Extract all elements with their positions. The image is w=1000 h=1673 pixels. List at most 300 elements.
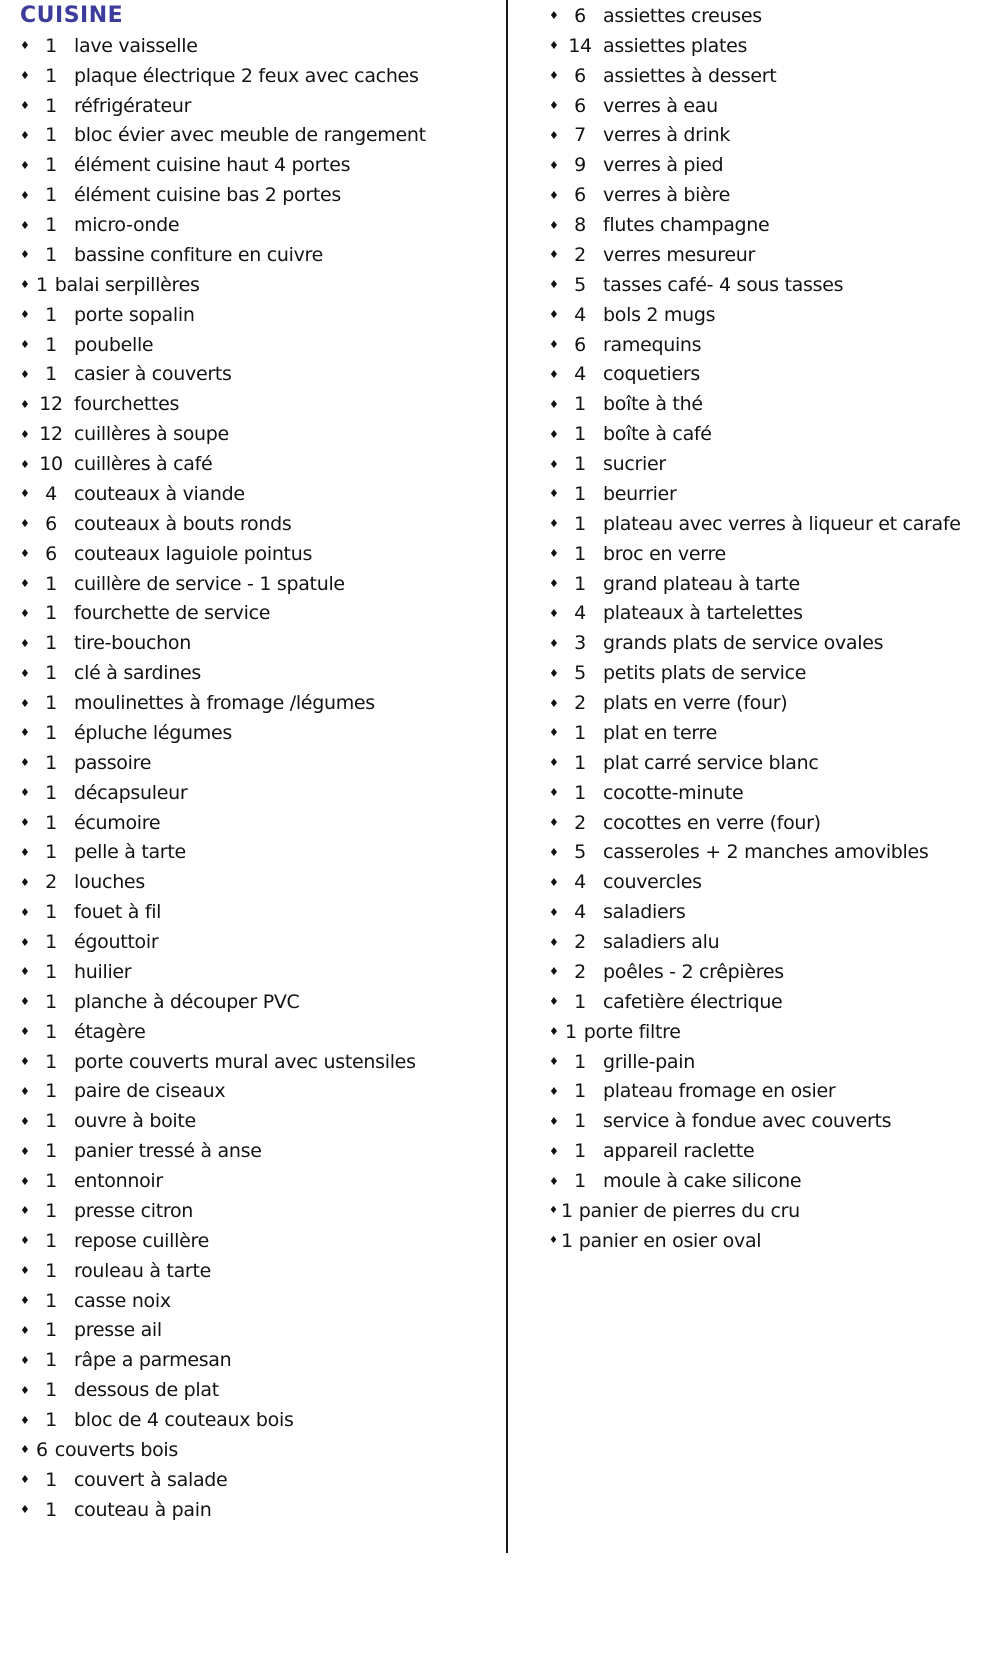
list-item [549,897,961,927]
item-quantity: 1 [574,453,586,476]
list-item [20,897,426,927]
item-quantity: 4 [574,901,586,924]
diamond-bullet-icon: ♦ [20,905,30,919]
item-label: ramequins [603,333,702,356]
item-quantity: 2 [574,811,586,834]
list-item [549,539,961,569]
item-label: cocotte-minute [603,781,744,804]
diamond-bullet-icon: ♦ [549,308,559,322]
diamond-bullet-icon: ♦ [549,367,559,381]
diamond-bullet-icon: ♦ [20,965,30,979]
item-quantity: 1 [574,393,586,416]
diamond-bullet-icon: ♦ [20,726,30,740]
list-item [549,1077,961,1107]
item-label: passoire [74,751,152,774]
diamond-bullet-icon: ♦ [20,845,30,859]
item-quantity: 6 [574,333,586,356]
diamond-bullet-icon: ♦ [20,1055,30,1069]
item-label: cafetière électrique [603,990,783,1013]
item-quantity: 1 [45,1409,57,1432]
item-label: plat carré service blanc [603,751,819,774]
item-quantity: 3 [574,632,586,655]
item-quantity: 1 [45,1349,57,1372]
diamond-bullet-icon: ♦ [20,1025,30,1039]
item-label: bols 2 mugs [603,303,716,326]
item-quantity: 1 [45,1110,57,1133]
item-quantity: 1 [45,243,57,266]
item-quantity: 1 [36,273,48,296]
diamond-bullet-icon: ♦ [20,1084,30,1098]
item-quantity: 1 [574,572,586,595]
item-quantity: 12 [39,393,63,416]
list-item [20,1495,426,1525]
diamond-bullet-icon: ♦ [20,1323,30,1337]
item-quantity: 1 [45,303,57,326]
left-column [20,1,426,1525]
item-quantity: 9 [574,154,586,177]
item-label: fourchette de service [74,602,271,625]
diamond-bullet-icon: ♦ [20,1503,30,1517]
item-label: assiettes creuses [603,4,762,27]
item-label: verres à drink [603,124,731,147]
diamond-bullet-icon: ♦ [549,397,559,411]
list-item [549,628,961,658]
list-item [20,389,426,419]
item-label: verres à eau [603,94,718,117]
item-quantity: 1 [45,184,57,207]
diamond-bullet-icon: ♦ [20,577,30,591]
item-quantity: 1 [45,662,57,685]
item-label: boîte à thé [603,393,703,416]
item-label: cuillère de service - 1 spatule [74,572,345,595]
item-quantity: 1 [45,1080,57,1103]
list-item [549,91,961,121]
list-item [549,569,961,599]
item-label: flutes champagne [603,214,770,237]
diamond-bullet-icon: ♦ [549,338,559,352]
item-label: dessous de plat [74,1379,219,1402]
item-label: décapsuleur [74,781,188,804]
list-item [549,121,961,151]
item-label: beurrier [603,482,677,505]
list-item [549,599,961,629]
diamond-bullet-icon: ♦ [20,875,30,889]
item-label: épluche légumes [74,721,232,744]
item-quantity: 7 [574,124,586,147]
diamond-bullet-icon: ♦ [20,1383,30,1397]
diamond-bullet-icon: ♦ [549,845,559,859]
diamond-bullet-icon: ♦ [20,756,30,770]
list-item [20,838,426,868]
item-label: poubelle [74,333,154,356]
list-item [549,270,961,300]
item-label: sucrier [603,453,666,476]
list-item [549,927,961,957]
diamond-bullet-icon: ♦ [20,397,30,411]
item-quantity: 1 [45,1050,57,1073]
diamond-bullet-icon: ♦ [549,158,559,172]
item-label: couteaux à viande [74,482,245,505]
list-item [20,957,426,987]
item-quantity: 1 [45,333,57,356]
item-label: tire-bouchon [74,632,191,655]
diamond-bullet-icon: ♦ [20,188,30,202]
item-label: presse citron [74,1199,194,1222]
item-label: grand plateau à tarte [603,572,800,595]
diamond-bullet-icon: ♦ [20,69,30,83]
item-label: porte couverts mural avec ustensiles [74,1050,416,1073]
item-label: pelle à tarte [74,841,186,864]
diamond-bullet-icon: ♦ [549,1204,558,1216]
item-label: casier à couverts [74,363,232,386]
item-label: rouleau à tarte [74,1259,211,1282]
item-quantity: 6 [45,542,57,565]
item-label: plat en terre [603,721,718,744]
diamond-bullet-icon: ♦ [20,1264,30,1278]
item-quantity: 1 [574,781,586,804]
diamond-bullet-icon: ♦ [20,1294,30,1308]
list-item [549,1017,961,1047]
diamond-bullet-icon: ♦ [20,1114,30,1128]
diamond-bullet-icon: ♦ [549,248,559,262]
list-item [549,1196,961,1226]
item-label: balai serpillères [54,273,200,296]
diamond-bullet-icon: ♦ [20,1353,30,1367]
item-quantity: 10 [39,453,63,476]
item-label: tasses café- 4 sous tasses [603,273,844,296]
diamond-bullet-icon: ♦ [20,1443,30,1457]
list-item [549,808,961,838]
item-quantity: 5 [574,662,586,685]
list-item [20,927,426,957]
list-item [20,1435,426,1465]
diamond-bullet-icon: ♦ [549,965,559,979]
list-item [549,867,961,897]
item-quantity: 1 [574,1080,586,1103]
item-label: boîte à café [603,423,712,446]
diamond-bullet-icon: ♦ [549,9,559,23]
list-item [20,1106,426,1136]
column-divider [506,0,508,1553]
list-item [20,1375,426,1405]
diamond-bullet-icon: ♦ [549,606,559,620]
diamond-bullet-icon: ♦ [549,577,559,591]
list-item [20,748,426,778]
item-quantity: 1 [45,572,57,595]
item-label: réfrigérateur [74,94,192,117]
item-label: couteau à pain [74,1498,212,1521]
diamond-bullet-icon: ♦ [549,726,559,740]
list-item [549,509,961,539]
list-item [549,479,961,509]
item-quantity: 1 [45,94,57,117]
item-label: plats en verre (four) [603,692,788,715]
list-item [549,1,961,31]
list-item [549,1106,961,1136]
diamond-bullet-icon: ♦ [549,995,559,1009]
item-quantity: 1 [45,1319,57,1342]
item-label: assiettes à dessert [603,64,777,87]
list-item [549,449,961,479]
list-item [20,778,426,808]
diamond-bullet-icon: ♦ [20,158,30,172]
diamond-bullet-icon: ♦ [549,666,559,680]
item-label: verres mesureur [603,243,756,266]
item-label: couvert à salade [74,1468,228,1491]
diamond-bullet-icon: ♦ [549,935,559,949]
right-column [549,1,961,1256]
list-item [20,210,426,240]
item-quantity: 1 [45,1020,57,1043]
item-label: lave vaisselle [74,34,198,57]
item-label: couteaux à bouts ronds [74,512,292,535]
item-label: petits plats de service [603,662,807,685]
item-quantity: 1 [45,1140,57,1163]
item-quantity: 1 [561,1199,573,1222]
list-item [20,1136,426,1166]
item-quantity: 1 [561,1229,573,1252]
item-quantity: 1 [574,751,586,774]
item-quantity: 1 [45,363,57,386]
item-quantity: 1 [45,1379,57,1402]
item-quantity: 1 [45,781,57,804]
item-label: cocottes en verre (four) [603,811,821,834]
list-item [20,688,426,718]
list-item [549,658,961,688]
item-label: louches [74,871,145,894]
item-label: panier en osier oval [578,1229,762,1252]
diamond-bullet-icon: ♦ [20,367,30,381]
item-quantity: 1 [45,34,57,57]
item-quantity: 1 [45,1498,57,1521]
list-item [20,150,426,180]
item-quantity: 1 [45,154,57,177]
item-label: casse noix [74,1289,171,1312]
list-item [20,718,426,748]
list-item [20,330,426,360]
item-quantity: 5 [574,841,586,864]
item-label: couteaux laguiole pointus [74,542,313,565]
item-label: fouet à fil [74,901,162,924]
title-row [20,1,426,31]
item-label: presse ail [74,1319,162,1342]
item-label: verres à pied [603,154,724,177]
item-label: porte filtre [583,1020,681,1043]
diamond-bullet-icon: ♦ [20,218,30,232]
item-quantity: 6 [45,512,57,535]
list-item [20,1345,426,1375]
item-quantity: 1 [45,1229,57,1252]
item-quantity: 5 [574,273,586,296]
diamond-bullet-icon: ♦ [549,487,559,501]
diamond-bullet-icon: ♦ [20,99,30,113]
item-label: élément cuisine haut 4 portes [74,154,351,177]
item-label: moulinettes à fromage /légumes [74,692,375,715]
list-item [549,688,961,718]
diamond-bullet-icon: ♦ [549,517,559,531]
item-quantity: 1 [574,542,586,565]
list-item [20,1465,426,1495]
list-item [549,61,961,91]
diamond-bullet-icon: ♦ [20,786,30,800]
list-item [549,300,961,330]
item-quantity: 1 [574,482,586,505]
item-label: broc en verre [603,542,726,565]
item-quantity: 1 [45,1259,57,1282]
diamond-bullet-icon: ♦ [20,39,30,53]
list-item [20,509,426,539]
item-quantity: 2 [45,871,57,894]
item-quantity: 4 [574,602,586,625]
list-item [20,1017,426,1047]
list-item [549,1047,961,1077]
item-label: bloc évier avec meuble de rangement [74,124,426,147]
diamond-bullet-icon: ♦ [549,816,559,830]
item-label: huilier [74,960,132,983]
item-quantity: 2 [574,692,586,715]
list-item [20,1166,426,1196]
item-label: fourchettes [74,393,180,416]
diamond-bullet-icon: ♦ [20,1174,30,1188]
item-label: entonnoir [74,1170,163,1193]
diamond-bullet-icon: ♦ [549,547,559,561]
item-quantity: 1 [45,901,57,924]
item-label: poêles - 2 crêpières [603,960,784,983]
list-item [20,180,426,210]
item-quantity: 1 [45,124,57,147]
list-item [20,479,426,509]
item-quantity: 1 [45,841,57,864]
item-label: élément cuisine bas 2 portes [74,184,342,207]
list-item [549,210,961,240]
diamond-bullet-icon: ♦ [549,1055,559,1069]
list-item [20,628,426,658]
diamond-bullet-icon: ♦ [20,995,30,1009]
list-item [20,1316,426,1346]
diamond-bullet-icon: ♦ [20,427,30,441]
diamond-bullet-icon: ♦ [549,188,559,202]
item-label: casseroles + 2 manches amovibles [603,841,929,864]
item-quantity: 1 [45,960,57,983]
list-item [549,360,961,390]
list-item [20,61,426,91]
item-label: grands plats de service ovales [603,632,884,655]
diamond-bullet-icon: ♦ [549,905,559,919]
diamond-bullet-icon: ♦ [20,1234,30,1248]
item-label: paire de ciseaux [74,1080,226,1103]
item-quantity: 1 [45,692,57,715]
item-quantity: 1 [45,632,57,655]
item-quantity: 1 [574,721,586,744]
item-quantity: 1 [45,931,57,954]
item-label: bassine confiture en cuivre [74,243,324,266]
item-quantity: 1 [45,214,57,237]
diamond-bullet-icon: ♦ [20,1473,30,1487]
list-item [20,360,426,390]
diamond-bullet-icon: ♦ [20,816,30,830]
diamond-bullet-icon: ♦ [20,248,30,262]
item-label: planche à découper PVC [74,990,300,1013]
item-quantity: 4 [574,303,586,326]
item-label: cuillères à soupe [74,423,229,446]
item-label: râpe a parmesan [74,1349,232,1372]
list-item [20,1256,426,1286]
item-label: saladiers [603,901,686,924]
list-item [20,599,426,629]
item-label: couvercles [603,871,702,894]
list-item [20,270,426,300]
diamond-bullet-icon: ♦ [20,487,30,501]
list-item [20,300,426,330]
diamond-bullet-icon: ♦ [549,427,559,441]
diamond-bullet-icon: ♦ [549,128,559,142]
item-label: écumoire [74,811,161,834]
item-quantity: 4 [45,482,57,505]
item-quantity: 1 [45,64,57,87]
item-quantity: 1 [574,512,586,535]
item-quantity: 1 [574,1170,586,1193]
item-label: saladiers alu [603,931,720,954]
item-label: bloc de 4 couteaux bois [74,1409,294,1432]
diamond-bullet-icon: ♦ [549,1234,558,1246]
item-label: coquetiers [603,363,700,386]
diamond-bullet-icon: ♦ [549,1114,559,1128]
diamond-bullet-icon: ♦ [20,1413,30,1427]
diamond-bullet-icon: ♦ [549,875,559,889]
list-item [20,240,426,270]
list-item [549,838,961,868]
item-quantity: 1 [45,1170,57,1193]
diamond-bullet-icon: ♦ [549,1174,559,1188]
item-quantity: 1 [45,751,57,774]
item-quantity: 1 [45,990,57,1013]
list-item [20,1077,426,1107]
item-label: verres à bière [603,184,731,207]
item-quantity: 12 [39,423,63,446]
item-label: service à fondue avec couverts [603,1110,892,1133]
item-label: micro-onde [74,214,180,237]
list-item [549,748,961,778]
list-item [549,419,961,449]
item-label: ouvre à boite [74,1110,196,1133]
diamond-bullet-icon: ♦ [20,308,30,322]
list-item [549,987,961,1017]
list-item [20,419,426,449]
list-item [549,1166,961,1196]
item-label: plateau avec verres à liqueur et carafe [603,512,961,535]
diamond-bullet-icon: ♦ [549,99,559,113]
item-quantity: 4 [574,871,586,894]
item-quantity: 1 [45,1199,57,1222]
diamond-bullet-icon: ♦ [549,696,559,710]
list-item [20,1405,426,1435]
item-label: repose cuillère [74,1229,209,1252]
list-item [20,121,426,151]
item-quantity: 1 [45,1289,57,1312]
list-item [549,180,961,210]
list-item [549,31,961,61]
item-quantity: 1 [574,990,586,1013]
item-label: plateau fromage en osier [603,1080,836,1103]
list-item [549,330,961,360]
item-quantity: 1 [45,811,57,834]
item-label: égouttoir [74,931,159,954]
item-quantity: 14 [568,34,592,57]
list-item [20,1196,426,1226]
list-item [20,1226,426,1256]
item-quantity: 6 [574,64,586,87]
item-label: étagère [74,1020,146,1043]
